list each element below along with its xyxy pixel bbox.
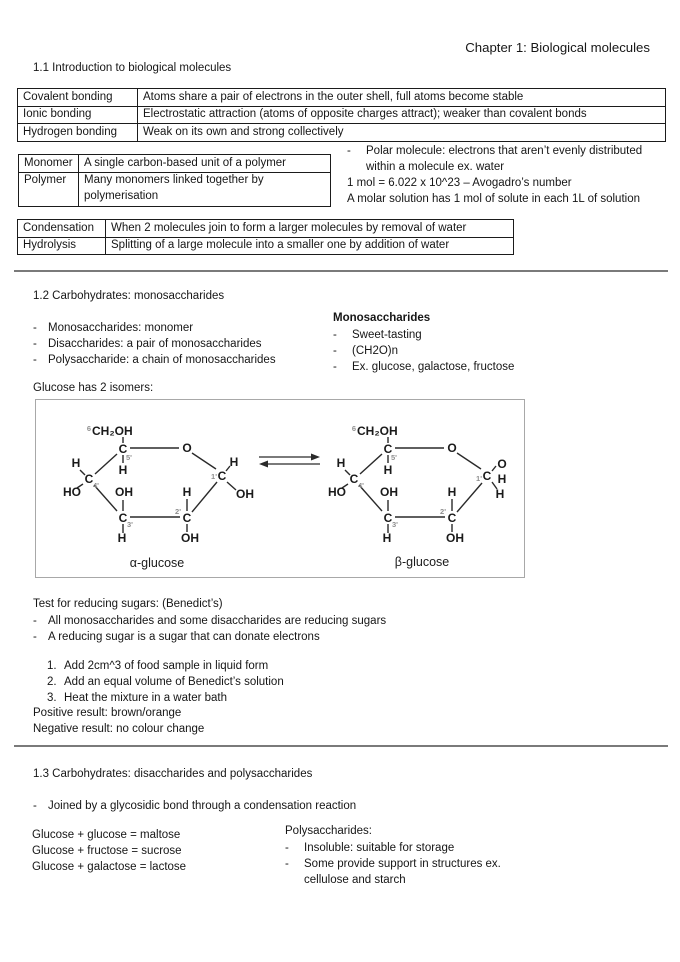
alpha-oh3-label: OH: [115, 485, 133, 499]
beta-h3-label: H: [382, 531, 392, 545]
alpha-h4-label: H: [71, 456, 81, 470]
beta-h5-label: H: [383, 463, 393, 477]
table-row: [18, 237, 514, 255]
molar-solution-note: A molar solution has 1 mol of solute in each 1L of solution: [347, 193, 640, 205]
bullet-text: A reducing sugar is a sugar that can donate electrons: [48, 631, 320, 643]
equation-line: Glucose + glucose = maltose: [32, 829, 181, 841]
alpha-ch2oh-label: CH₂OH: [92, 424, 133, 438]
mono-bullet-3: [33, 352, 276, 368]
bullet-text: Ex. glucose, galactose, fructose: [352, 361, 515, 373]
beta-ho4-label: HO: [328, 485, 346, 499]
table-definition-cell: Weak on its own and strong collectively: [138, 124, 666, 142]
bullet-text: Some provide support in structures ex. cellulose and starch: [304, 858, 501, 886]
isomer-intro: Glucose has 2 isomers:: [33, 382, 154, 394]
alpha-c1-label: C: [217, 469, 227, 483]
beta-oh3-label: OH: [380, 485, 398, 499]
beta-c3-number: 3': [392, 520, 398, 529]
step-number: 3.: [47, 692, 57, 704]
polar-molecule-text: Polar molecule: electrons that aren’t evenly distributed within a molecule ex. water: [366, 145, 643, 173]
polysaccharides-title: Polysaccharides:: [285, 825, 372, 837]
benedicts-title: Test for reducing sugars: (Benedict’s): [33, 598, 223, 610]
beta-h2-label: H: [447, 485, 457, 499]
bullet-dash: -: [333, 329, 337, 341]
alpha-c2-number: 2': [175, 507, 181, 516]
section-divider: [14, 270, 668, 272]
alpha-h3-label: H: [117, 531, 127, 545]
alpha-c2-label: C: [182, 511, 192, 525]
beta-oh2-label: OH: [446, 531, 464, 545]
beta-c6-number: 6: [351, 424, 356, 433]
glucose-isomer-figure: [35, 399, 525, 578]
table-definition-cell: Splitting of a large molecule into a smaller one by addition of water: [106, 237, 514, 255]
benedicts-bullet-1: [33, 613, 386, 629]
bullet-dash: -: [285, 842, 289, 854]
beta-c4-number: 4': [358, 481, 364, 490]
bullet-dash: -: [33, 800, 37, 812]
bullet-dash: -: [347, 145, 351, 157]
table-term-cell: Monomer: [19, 155, 79, 173]
benedicts-step-3: [47, 690, 227, 706]
equation-line: Glucose + galactose = lactose: [32, 860, 187, 873]
table-term-cell: Covalent bonding: [18, 89, 138, 107]
table-definition-cell: Atoms share a pair of electrons in the outer shell, full atoms become stable: [138, 89, 666, 107]
positive-result: Positive result: brown/orange: [33, 707, 182, 719]
beta-h1-label: H: [497, 472, 507, 486]
alpha-c3-number: 3': [127, 520, 133, 529]
table-row: [18, 106, 666, 124]
mole-note: 1 mol = 6.022 x 10^23 – Avogadro’s number: [347, 177, 572, 189]
beta-ch2oh-label: CH₂OH: [357, 424, 398, 438]
step-text: Add an equal volume of Benedict’s solution: [64, 676, 284, 688]
equation-line: Glucose + fructose = sucrose: [32, 844, 182, 857]
beta-h1b-label: H: [495, 487, 505, 501]
beta-c1-label: C: [482, 469, 492, 483]
bullet-dash: -: [333, 345, 337, 357]
table-definition-cell: A single carbon-based unit of a polymer: [79, 155, 331, 173]
table-term-cell: Polymer: [19, 172, 79, 206]
alpha-ring-o-label: O: [182, 441, 192, 455]
alpha-h2-label: H: [182, 485, 192, 499]
bullet-dash: -: [33, 354, 37, 366]
beta-h4-label: H: [336, 456, 346, 470]
alpha-c4-label: C: [84, 472, 94, 486]
section-1-1-heading: 1.1 Introduction to biological molecules: [33, 62, 232, 74]
bullet-dash: -: [333, 361, 337, 373]
beta-c3-label: C: [383, 511, 393, 525]
beta-c1-number: 1': [476, 474, 482, 483]
monomer-table: [18, 154, 331, 207]
alpha-oh2-label: OH: [181, 531, 199, 545]
monobox-bullet-3: [333, 359, 514, 375]
table-row: [18, 220, 514, 238]
beta-ring-o-label: O: [447, 441, 457, 455]
bullet-text: All monosaccharides and some disaccharides are reducing sugars: [48, 615, 387, 627]
table-definition-cell: When 2 molecules join to form a larger molecules by removal of water: [106, 220, 514, 238]
alpha-c1-number: 1': [211, 472, 217, 481]
equilibrium-arrow-right: [311, 454, 320, 461]
bullet-text: Sweet-tasting: [352, 329, 422, 341]
beta-o1-label: O: [497, 457, 507, 471]
table-term-cell: Ionic bonding: [18, 106, 138, 124]
table-definition-cell: Many monomers linked together by polymerisation: [79, 172, 331, 206]
bullet-dash: -: [33, 338, 37, 350]
bullet-dash: -: [285, 858, 289, 870]
table-term-cell: Hydrogen bonding: [18, 124, 138, 142]
bullet-dash: -: [33, 615, 37, 627]
section-divider: [14, 745, 668, 747]
monobox-bullet-1: [333, 327, 422, 343]
step-number: 1.: [47, 660, 57, 672]
alpha-oh1-label: OH: [236, 487, 254, 501]
page-title: Chapter 1: Biological molecules: [465, 40, 650, 55]
alpha-h1-label: H: [229, 455, 239, 469]
bullet-text: Polysaccharide: a chain of monosaccharides: [48, 354, 276, 366]
table-term-cell: Condensation: [18, 220, 106, 238]
monosaccharides-box-title: Monosaccharides: [333, 312, 431, 324]
section-1-2-heading: 1.2 Carbohydrates: monosaccharides: [33, 290, 225, 302]
alpha-c4-number: 4': [93, 481, 99, 490]
bullet-text: Disaccharides: a pair of monosaccharides: [48, 338, 262, 350]
beta-c5-label: C: [383, 442, 393, 456]
bullet-text: Insoluble: suitable for storage: [304, 842, 455, 854]
reaction-table: [17, 219, 514, 255]
beta-c5-number: 5': [391, 453, 397, 462]
mono-bullet-2: [33, 336, 262, 352]
negative-result: Negative result: no colour change: [33, 723, 205, 735]
step-text: Add 2cm^3 of food sample in liquid form: [64, 660, 269, 672]
step-text: Heat the mixture in a water bath: [64, 692, 227, 704]
benedicts-bullet-2: [33, 629, 320, 645]
table-row: [19, 155, 331, 173]
monobox-bullet-2: [333, 343, 398, 359]
benedicts-step-1: [47, 658, 268, 674]
section-1-3-heading: 1.3 Carbohydrates: disaccharides and polysaccharides: [33, 768, 313, 780]
alpha-h5-label: H: [118, 463, 128, 477]
table-row: [19, 172, 331, 206]
poly-bullet-1: [285, 840, 454, 856]
glucose-structures-diagram: [36, 400, 524, 577]
disaccharide-equations: [32, 828, 186, 875]
bullet-dash: -: [33, 322, 37, 334]
alpha-c6-number: 6: [86, 424, 91, 433]
alpha-c3-label: C: [118, 511, 128, 525]
polar-molecule-bullet: [347, 143, 657, 175]
benedicts-step-2: [47, 674, 284, 690]
beta-c2-number: 2': [440, 507, 446, 516]
beta-c2-label: C: [447, 511, 457, 525]
table-row: [18, 124, 666, 142]
bullet-text: Monosaccharides: monomer: [48, 322, 194, 334]
alpha-c5-label: C: [118, 442, 128, 456]
alpha-c5-number: 5': [126, 453, 132, 462]
bullet-dash: -: [33, 631, 37, 643]
step-number: 2.: [47, 676, 57, 688]
mono-bullet-1: [33, 320, 193, 336]
table-row: [18, 89, 666, 107]
poly-bullet-2: [285, 856, 516, 888]
table-definition-cell: Electrostatic attraction (atoms of opposite charges attract); weaker than covalent bonds: [138, 106, 666, 124]
equilibrium-arrow-left: [259, 461, 268, 468]
beta-c4-label: C: [349, 472, 359, 486]
table-term-cell: Hydrolysis: [18, 237, 106, 255]
glycosidic-bullet: [33, 798, 356, 814]
bullet-text: Joined by a glycosidic bond through a condensation reaction: [48, 800, 357, 812]
alpha-ho4-label: HO: [63, 485, 81, 499]
alpha-glucose-caption: α-glucose: [129, 556, 185, 570]
bullet-text: (CH2O)n: [352, 345, 399, 357]
bonding-table: [17, 88, 666, 142]
beta-glucose-caption: β-glucose: [394, 555, 450, 569]
